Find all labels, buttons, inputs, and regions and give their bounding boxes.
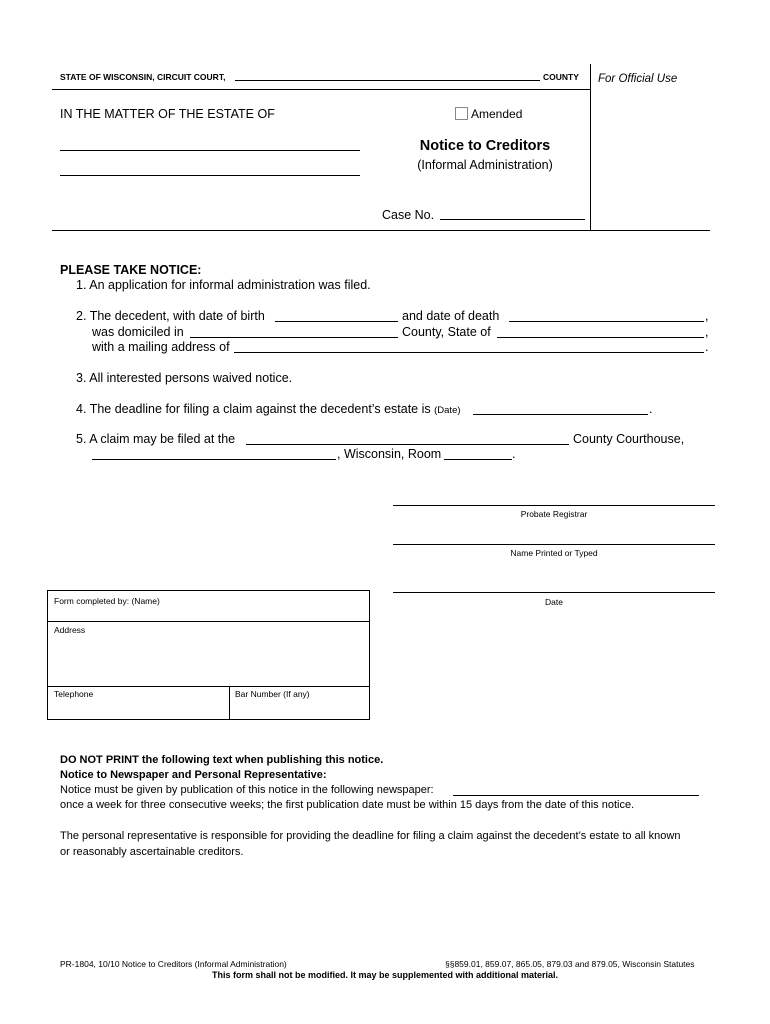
pr-paragraph-line-1: The personal representative is responsible for providing the deadline for filing a claim against the decedent’s estate to all known: [60, 830, 681, 842]
date-line[interactable]: [393, 592, 715, 593]
newspaper-line-2: once a week for three consecutive weeks; the first publication date must be within 15 days from the date of this notice.: [60, 799, 635, 811]
courthouse-county-field[interactable]: [246, 444, 569, 445]
courthouse-label: County Courthouse,: [573, 432, 685, 446]
court-label: STATE OF WISCONSIN, CIRCUIT COURT,: [60, 72, 226, 82]
notice-item-5-line-1: 5. A claim may be filed at the: [76, 432, 236, 446]
pr-paragraph-line-2: or reasonably ascertainable creditors.: [60, 846, 244, 858]
estate-name-line-1[interactable]: [60, 150, 360, 151]
do-not-print-heading: DO NOT PRINT the following text when publishing this notice.: [60, 754, 384, 766]
notice-item-3: 3. All interested persons waived notice.: [76, 371, 293, 385]
notice-heading: PLEASE TAKE NOTICE:: [60, 263, 202, 277]
footer-modification-notice: This form shall not be modified. It may be supplemented with additional material.: [211, 970, 559, 980]
period-4: .: [649, 402, 653, 416]
amended-label: Amended: [471, 107, 523, 121]
name-printed-label: Name Printed or Typed: [510, 548, 598, 558]
newspaper-field[interactable]: [453, 795, 699, 796]
case-no-field[interactable]: [440, 219, 585, 220]
footer-form-id: PR-1804, 10/10 Notice to Creditors (Informal Administration): [60, 959, 287, 969]
comma-2: ,: [705, 325, 709, 339]
name-printed-line[interactable]: [393, 544, 715, 545]
mailing-address-label: with a mailing address of: [92, 340, 230, 354]
completed-name-field[interactable]: Form completed by: (Name): [54, 596, 160, 606]
date-hint: (Date): [434, 405, 461, 416]
dod-field[interactable]: [509, 321, 704, 322]
header-rule: [52, 89, 590, 90]
registrar-label: Probate Registrar: [520, 509, 588, 519]
completed-address-field[interactable]: Address: [54, 625, 86, 635]
state-label: County, State of: [402, 325, 491, 339]
footer-statutes: §§859.01, 859.07, 865.05, 879.03 and 879.05, Wisconsin Statutes: [445, 959, 695, 969]
form-subtitle: (Informal Administration): [417, 158, 553, 172]
date-label: Date: [545, 597, 563, 607]
amended-option[interactable]: [455, 107, 522, 121]
case-no-label: Case No.: [382, 208, 435, 222]
completed-bar-number-field[interactable]: Bar Number (If any): [235, 689, 310, 699]
newspaper-heading: Notice to Newspaper and Personal Representative:: [60, 769, 327, 781]
state-field[interactable]: [497, 337, 704, 338]
completed-telephone-field[interactable]: Telephone: [54, 689, 94, 699]
registrar-signature-line[interactable]: [393, 505, 715, 506]
dob-field[interactable]: [275, 321, 398, 322]
official-use-label: For Official Use: [598, 73, 678, 85]
completed-by-box: [47, 590, 370, 720]
deadline-date-field[interactable]: [473, 414, 648, 415]
county-field[interactable]: [235, 80, 540, 81]
comma-1: ,: [705, 309, 709, 323]
caption-rule: [52, 230, 710, 231]
mailing-address-field[interactable]: [234, 352, 704, 353]
newspaper-line-1: Notice must be given by publication of this notice in the following newspaper:: [60, 784, 434, 796]
room-field[interactable]: [444, 459, 512, 460]
estate-name-line-2[interactable]: [60, 175, 360, 176]
period-2: .: [705, 340, 709, 354]
official-use-divider: [590, 64, 591, 230]
domicile-county-field[interactable]: [190, 337, 398, 338]
city-field[interactable]: [92, 459, 336, 460]
form-title: Notice to Creditors: [419, 138, 551, 154]
period-5: .: [512, 447, 516, 461]
amended-checkbox[interactable]: [455, 107, 468, 120]
notice-item-4: 4. The deadline for filing a claim against the decedent’s estate is (Date): [76, 402, 461, 416]
domicile-label: was domiciled in: [92, 325, 184, 339]
dod-label: and date of death: [402, 309, 500, 323]
wisconsin-room-label: , Wisconsin, Room: [337, 447, 442, 461]
notice-item-1: 1. An application for informal administration was filed.: [76, 278, 371, 292]
county-label: COUNTY: [543, 72, 579, 82]
notice-item-2-line-1: 2. The decedent, with date of birth: [76, 309, 265, 323]
matter-label: IN THE MATTER OF THE ESTATE OF: [60, 107, 275, 121]
